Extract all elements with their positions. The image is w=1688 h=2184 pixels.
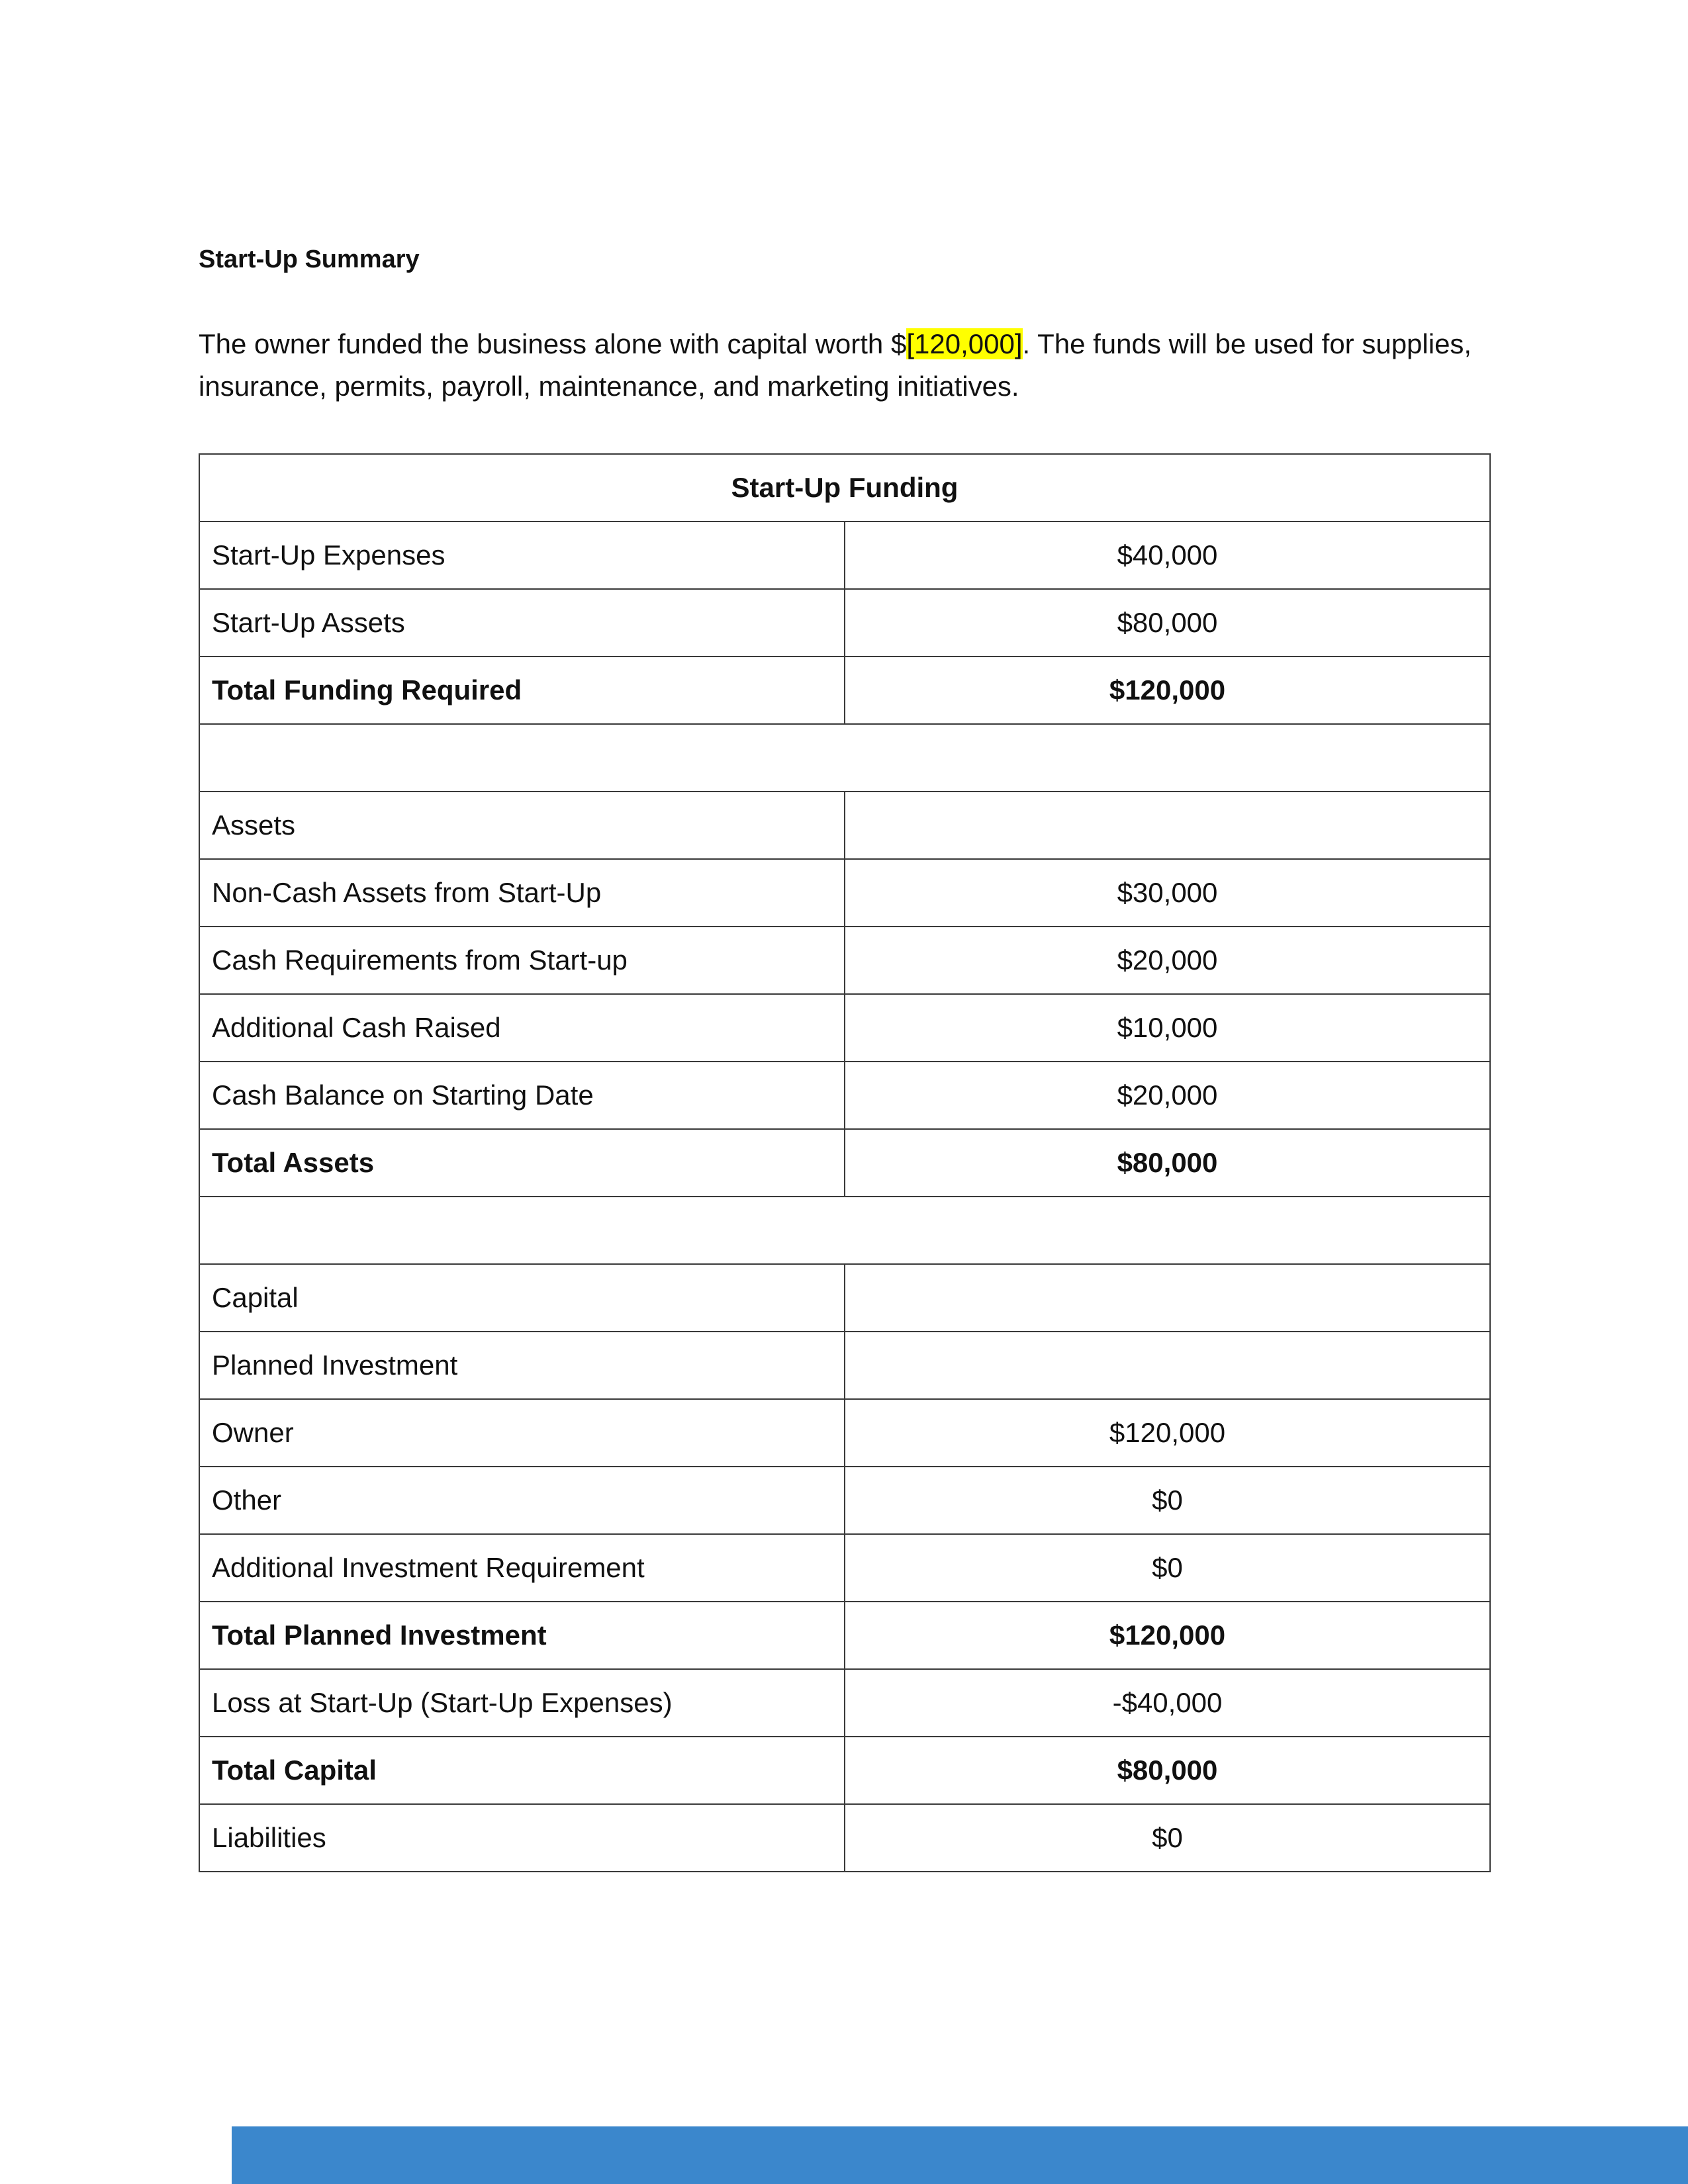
row-label: Other xyxy=(199,1467,845,1534)
row-label: Additional Investment Requirement xyxy=(199,1534,845,1602)
row-value: $120,000 xyxy=(845,1399,1490,1467)
row-value: $0 xyxy=(845,1534,1490,1602)
row-value: $0 xyxy=(845,1467,1490,1534)
total-row xyxy=(199,1129,1490,1197)
row-label: Additional Cash Raised xyxy=(199,994,845,1062)
table-header: Start-Up Funding xyxy=(199,454,1490,522)
table-row xyxy=(199,1467,1490,1534)
row-label: Planned Investment xyxy=(199,1332,845,1399)
row-label: Total Planned Investment xyxy=(199,1602,845,1669)
spacer-cell xyxy=(199,724,1490,792)
intro-text-before: The owner funded the business alone with capital worth $ xyxy=(199,328,907,359)
table-row xyxy=(199,522,1490,589)
row-label: Liabilities xyxy=(199,1804,845,1872)
row-label: Owner xyxy=(199,1399,845,1467)
intro-text-after: . The funds will be used for supplies, insurance, permits, payroll, maintenance, and marketing initiatives. xyxy=(199,328,1472,402)
footer-bar xyxy=(232,2126,1688,2184)
row-value: $80,000 xyxy=(845,1737,1490,1804)
table-row xyxy=(199,859,1490,927)
row-label: Assets xyxy=(199,792,845,859)
row-value xyxy=(845,1332,1490,1399)
row-value: -$40,000 xyxy=(845,1669,1490,1737)
row-value: $20,000 xyxy=(845,1062,1490,1129)
spacer-cell xyxy=(199,1197,1490,1264)
startup-funding-table xyxy=(199,453,1491,1872)
table-header-row xyxy=(199,454,1490,522)
row-value xyxy=(845,792,1490,859)
row-value: $10,000 xyxy=(845,994,1490,1062)
row-label: Start-Up Assets xyxy=(199,589,845,657)
row-label: Start-Up Expenses xyxy=(199,522,845,589)
table-row xyxy=(199,994,1490,1062)
row-value xyxy=(845,1264,1490,1332)
row-label: Cash Requirements from Start-up xyxy=(199,927,845,994)
total-row xyxy=(199,1602,1490,1669)
table-row xyxy=(199,927,1490,994)
table-row xyxy=(199,792,1490,859)
row-value: $120,000 xyxy=(845,657,1490,724)
spacer-row xyxy=(199,724,1490,792)
section-title: Start-Up Summary xyxy=(199,246,420,273)
row-label: Capital xyxy=(199,1264,845,1332)
spacer-row xyxy=(199,1197,1490,1264)
total-row xyxy=(199,1737,1490,1804)
row-value: $20,000 xyxy=(845,927,1490,994)
row-value: $40,000 xyxy=(845,522,1490,589)
row-value: $80,000 xyxy=(845,589,1490,657)
row-label: Non-Cash Assets from Start-Up xyxy=(199,859,845,927)
intro-paragraph xyxy=(199,323,1491,408)
row-value: $80,000 xyxy=(845,1129,1490,1197)
table-row xyxy=(199,1264,1490,1332)
table-row xyxy=(199,1332,1490,1399)
row-label: Total Assets xyxy=(199,1129,845,1197)
row-value: $0 xyxy=(845,1804,1490,1872)
table-row xyxy=(199,1669,1490,1737)
row-value: $120,000 xyxy=(845,1602,1490,1669)
table-row xyxy=(199,1804,1490,1872)
table-row xyxy=(199,1062,1490,1129)
highlighted-amount: [120,000] xyxy=(906,328,1023,359)
row-label: Cash Balance on Starting Date xyxy=(199,1062,845,1129)
table-row xyxy=(199,589,1490,657)
page-content xyxy=(199,238,1491,408)
total-row xyxy=(199,657,1490,724)
row-label: Total Funding Required xyxy=(199,657,845,724)
table-row xyxy=(199,1399,1490,1467)
table-row xyxy=(199,1534,1490,1602)
row-label: Total Capital xyxy=(199,1737,845,1804)
row-value: $30,000 xyxy=(845,859,1490,927)
row-label: Loss at Start-Up (Start-Up Expenses) xyxy=(199,1669,845,1737)
